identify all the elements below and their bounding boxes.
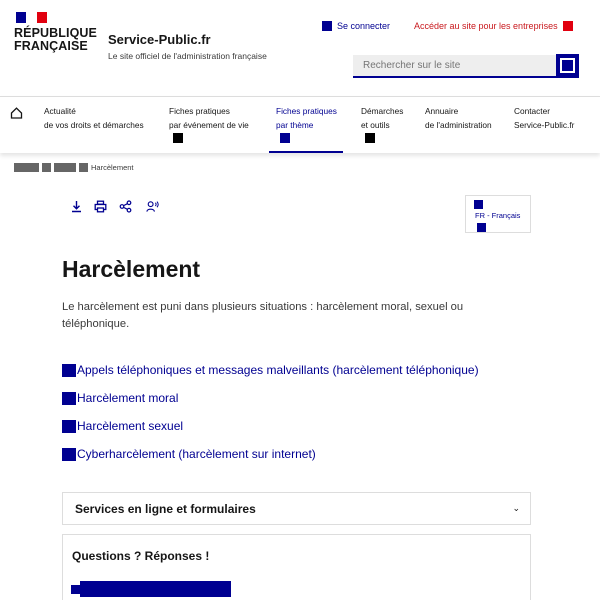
qa-link[interactable] — [71, 581, 231, 597]
search-button[interactable] — [556, 54, 579, 77]
arrow-right-icon — [62, 448, 76, 461]
listen-icon[interactable] — [146, 200, 159, 213]
home-icon[interactable] — [10, 107, 23, 119]
republique-francaise-logo[interactable]: RÉPUBLIQUE FRANÇAISE — [14, 26, 97, 53]
breadcrumb-link[interactable] — [54, 163, 76, 172]
breadcrumb-link[interactable] — [42, 163, 51, 172]
search-icon — [560, 58, 575, 73]
breadcrumb — [14, 163, 134, 172]
arrow-right-icon — [62, 364, 76, 377]
external-link-icon — [563, 21, 573, 31]
nav-item-evenement-de-vie[interactable]: Fiches pratiques par événement de vie — [162, 97, 262, 153]
download-icon[interactable] — [70, 200, 83, 213]
site-title[interactable]: Service-Public.fr — [108, 32, 211, 47]
topic-link-cyberharcelement[interactable]: Cyberharcèlement (harcèlement sur internet) — [62, 447, 316, 461]
search-input[interactable] — [353, 55, 556, 76]
translate-icon — [474, 200, 483, 209]
chevron-down-icon — [173, 133, 183, 143]
site-tagline: Le site officiel de l'administration française — [108, 51, 267, 61]
share-icon[interactable] — [119, 200, 132, 213]
chevron-down-icon: ⌄ — [512, 503, 520, 513]
intro-text: Le harcèlement est puni dans plusieurs situations : harcèlement moral, sexuel ou téléphonique. — [62, 301, 464, 330]
chevron-down-icon — [477, 223, 486, 232]
account-icon — [322, 21, 332, 31]
marianne-flag-logo — [16, 12, 47, 23]
connect-link[interactable]: Se connecter — [322, 21, 390, 31]
business-site-link[interactable]: Accéder au site pour les entreprises — [414, 21, 573, 31]
chevron-down-icon — [365, 133, 375, 143]
nav-item-contacter[interactable]: Contacter Service-Public.fr — [514, 106, 575, 130]
arrow-right-icon — [62, 420, 76, 433]
breadcrumb-link[interactable] — [14, 163, 39, 172]
questions-reponses-box — [62, 534, 531, 600]
page-title: Harcèlement — [62, 256, 201, 282]
topic-link-harcelement-sexuel[interactable]: Harcèlement sexuel — [62, 419, 183, 433]
site-header — [0, 0, 600, 96]
services-accordion[interactable]: Services en ligne et formulaires ⌄ — [62, 492, 531, 525]
topic-link-harcelement-moral[interactable]: Harcèlement moral — [62, 391, 178, 405]
print-icon[interactable] — [94, 200, 107, 213]
nav-item-actualite[interactable]: Actualité de vos droits et démarches — [44, 106, 144, 130]
language-selector[interactable]: FR - Français — [465, 195, 531, 233]
nav-item-par-theme[interactable]: Fiches pratiques par thème — [269, 97, 343, 153]
arrow-right-icon — [62, 392, 76, 405]
qa-title: Questions ? Réponses ! — [72, 549, 210, 563]
breadcrumb-current: Harcèlement — [91, 163, 134, 172]
breadcrumb-link[interactable] — [79, 163, 88, 172]
nav-item-annuaire[interactable]: Annuaire de l'administration — [425, 106, 492, 130]
arrow-right-icon — [71, 585, 80, 594]
main-navigation — [0, 96, 600, 153]
chevron-down-icon — [280, 133, 290, 143]
topic-link-harcelement-telephonique[interactable]: Appels téléphoniques et messages malveillants (harcèlement téléphonique) — [62, 363, 479, 377]
nav-item-demarches[interactable]: Démarches et outils — [354, 97, 414, 153]
search-bar — [353, 55, 579, 78]
